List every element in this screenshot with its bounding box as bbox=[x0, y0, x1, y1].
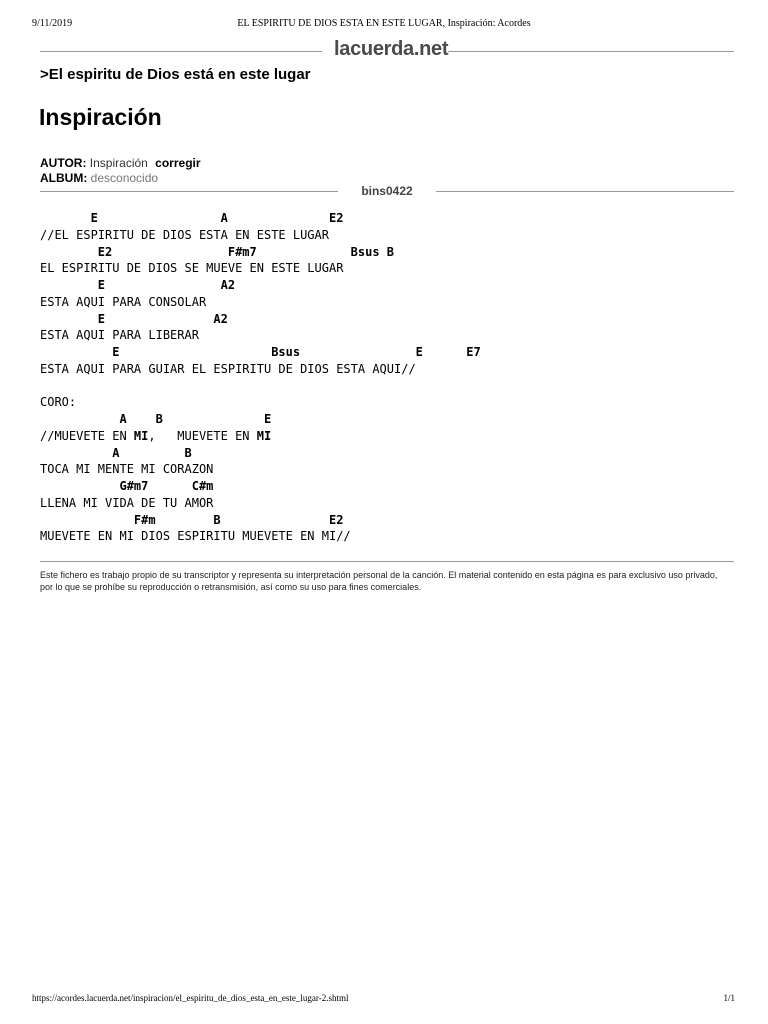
chord-line: A B bbox=[40, 445, 192, 460]
footer-divider bbox=[40, 561, 734, 562]
lyric-line: ESTA AQUI PARA GUIAR EL ESPIRITU DE DIOS ESTA AQUI// bbox=[40, 361, 416, 376]
lyric-emphasis: MI bbox=[256, 428, 272, 443]
lyric-line bbox=[40, 378, 481, 395]
lyric-line: EL ESPIRITU DE DIOS SE MUEVE EN ESTE LUGAR bbox=[40, 261, 344, 276]
print-page-number: 1/1 bbox=[723, 993, 735, 1003]
lyric-line: MUEVETE EN MI DIOS ESPIRITU MUEVETE EN MI// bbox=[40, 529, 351, 544]
chord-line: E2 F#m7 Bsus B bbox=[40, 244, 395, 259]
transcriber-divider-right bbox=[436, 191, 734, 192]
transcriber-name[interactable]: bins0422 bbox=[361, 184, 413, 198]
transcriber-divider-left bbox=[40, 191, 338, 192]
lyric-line bbox=[40, 428, 481, 445]
author-value[interactable]: Inspiración bbox=[89, 156, 148, 170]
transcriber-row bbox=[40, 184, 734, 200]
chord-line: E A2 bbox=[40, 278, 236, 292]
author-row bbox=[40, 156, 201, 170]
lyric-line: ESTA AQUI PARA CONSOLAR bbox=[40, 294, 207, 309]
logo-divider-right bbox=[448, 51, 734, 52]
lyric-line: LLENA MI VIDA DE TU AMOR bbox=[40, 495, 214, 510]
logo-divider-left bbox=[40, 51, 322, 52]
print-document-title: EL ESPIRITU DE DIOS ESTA EN ESTE LUGAR, Inspiración: Acordes bbox=[237, 18, 531, 29]
album-value: desconocido bbox=[90, 171, 159, 185]
chord-line: F#m B E2 bbox=[40, 512, 344, 527]
correct-link[interactable]: corregir bbox=[155, 156, 201, 170]
chord-line: E A2 bbox=[40, 311, 228, 326]
site-logo-row bbox=[40, 38, 734, 66]
chord-line: A B E bbox=[40, 412, 272, 426]
song-heading: >El espiritu de Dios está en este lugar bbox=[40, 66, 311, 83]
print-date: 9/11/2019 bbox=[32, 18, 73, 29]
lyric-line: CORO: bbox=[40, 395, 77, 410]
disclaimer: Este fichero es trabajo propio de su transcriptor y representa su interpretación personal de la canción. El material contenido en esta página es para exclusivo uso privado, por lo que se prohíbe su reproducción o retransmisión, así como su uso para fines comerciales. bbox=[40, 570, 718, 592]
album-row bbox=[40, 171, 158, 185]
chord-sheet bbox=[40, 210, 481, 545]
lyric-line: ESTA AQUI PARA LIBERAR bbox=[40, 328, 199, 343]
chord-line: G#m7 C#m bbox=[40, 479, 214, 493]
site-logo[interactable]: lacuerda.net bbox=[334, 38, 449, 60]
lyric-line: TOCA MI MENTE MI CORAZON bbox=[40, 462, 214, 477]
chord-line: E A E2 bbox=[40, 211, 344, 225]
author-label: AUTOR: bbox=[40, 156, 87, 170]
print-url: https://acordes.lacuerda.net/inspiracion/el_espiritu_de_dios_esta_en_este_lugar-2.shtml bbox=[32, 993, 349, 1003]
print-header bbox=[0, 18, 768, 32]
lyric-segment: //MUEVETE EN bbox=[40, 428, 134, 443]
lyric-emphasis: MI bbox=[133, 428, 149, 443]
chord-line: E Bsus E E7 bbox=[40, 345, 481, 359]
lyric-segment: , MUEVETE EN bbox=[148, 428, 257, 443]
lyric-line: //EL ESPIRITU DE DIOS ESTA EN ESTE LUGAR bbox=[40, 227, 329, 242]
print-footer bbox=[0, 993, 768, 1007]
album-label: ALBUM: bbox=[40, 171, 88, 185]
artist-title: Inspiración bbox=[39, 104, 162, 130]
